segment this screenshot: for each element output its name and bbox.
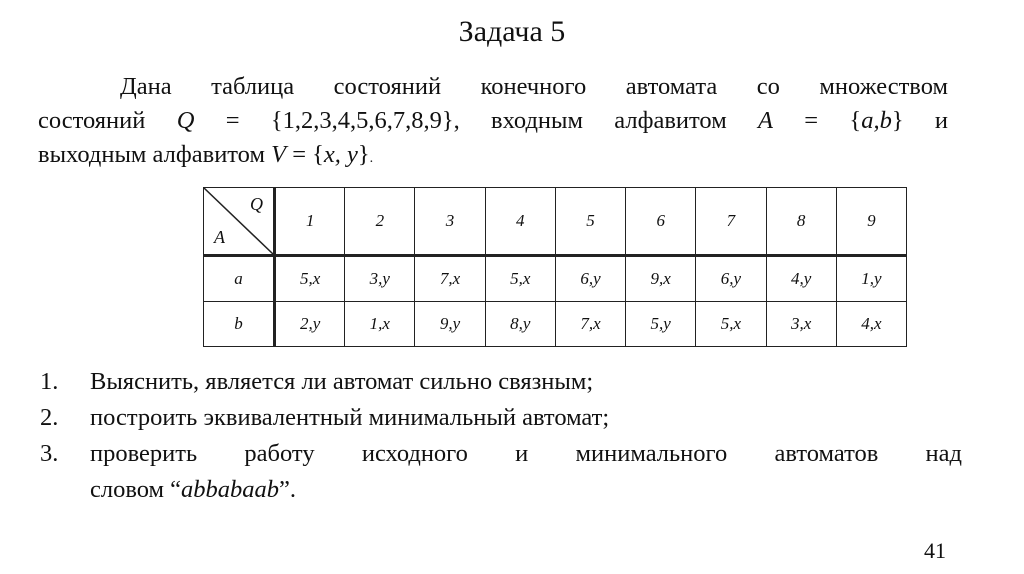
state-header-row xyxy=(204,188,907,256)
state-header-cell: 1 xyxy=(275,188,345,256)
statement-line-2: состояний Q = {1,2,3,4,5,6,7,8,9}, входным алфавитом A = {a,b} и xyxy=(38,107,948,134)
task-text: построить эквивалентный минимальный автомат; xyxy=(90,404,610,431)
list-item xyxy=(40,364,962,400)
transition-cell: 6,y xyxy=(555,256,625,302)
transition-cell: 9,x xyxy=(626,256,696,302)
list-item xyxy=(40,400,962,436)
state-header-cell: 4 xyxy=(485,188,555,256)
task-text: проверить работу исходного и минимального автоматов над словом “abbabaab”. xyxy=(90,440,962,503)
transition-cell: 4,x xyxy=(836,302,906,347)
input-symbol-cell: b xyxy=(204,302,275,347)
page-title: Задача 5 xyxy=(458,15,566,48)
transition-cell: 9,y xyxy=(415,302,485,347)
list-item xyxy=(40,436,962,508)
corner-label-q: Q xyxy=(250,194,263,214)
state-header-cell: 3 xyxy=(415,188,485,256)
transition-cell: 1,x xyxy=(345,302,415,347)
problem-statement xyxy=(38,70,948,176)
state-table xyxy=(203,187,907,347)
corner-cell xyxy=(204,188,275,256)
task-number: 1. xyxy=(40,368,59,395)
state-header-cell: 8 xyxy=(766,188,836,256)
transition-cell: 7,x xyxy=(415,256,485,302)
table-row xyxy=(204,302,907,347)
state-header-cell: 2 xyxy=(345,188,415,256)
table-row xyxy=(204,256,907,302)
task-text: Выяснить, является ли автомат сильно связным; xyxy=(90,368,594,395)
transition-cell: 7,x xyxy=(555,302,625,347)
input-symbol-cell: a xyxy=(204,256,275,302)
transition-cell: 3,x xyxy=(766,302,836,347)
task-number: 2. xyxy=(40,404,59,431)
state-header-cell: 6 xyxy=(626,188,696,256)
task-list xyxy=(40,364,962,508)
transition-cell: 2,y xyxy=(275,302,345,347)
transition-cell: 6,y xyxy=(696,256,766,302)
statement-line-1: Дана таблица состояний конечного автомата со множеством xyxy=(120,73,948,100)
state-header-cell: 7 xyxy=(696,188,766,256)
transition-cell: 5,x xyxy=(485,256,555,302)
state-header-cell: 9 xyxy=(836,188,906,256)
task-number: 3. xyxy=(40,440,59,467)
statement-line-3: выходным алфавитом V = {x, y}. xyxy=(38,141,374,168)
transition-cell: 5,x xyxy=(696,302,766,347)
state-header-cell: 5 xyxy=(555,188,625,256)
transition-cell: 4,y xyxy=(766,256,836,302)
input-word: abbabaab xyxy=(181,476,280,503)
transition-cell: 1,y xyxy=(836,256,906,302)
transition-cell: 3,y xyxy=(345,256,415,302)
transition-cell: 5,y xyxy=(626,302,696,347)
transition-cell: 5,x xyxy=(275,256,345,302)
page-number: 41 xyxy=(924,538,946,563)
transition-cell: 8,y xyxy=(485,302,555,347)
corner-label-a: A xyxy=(214,227,225,247)
